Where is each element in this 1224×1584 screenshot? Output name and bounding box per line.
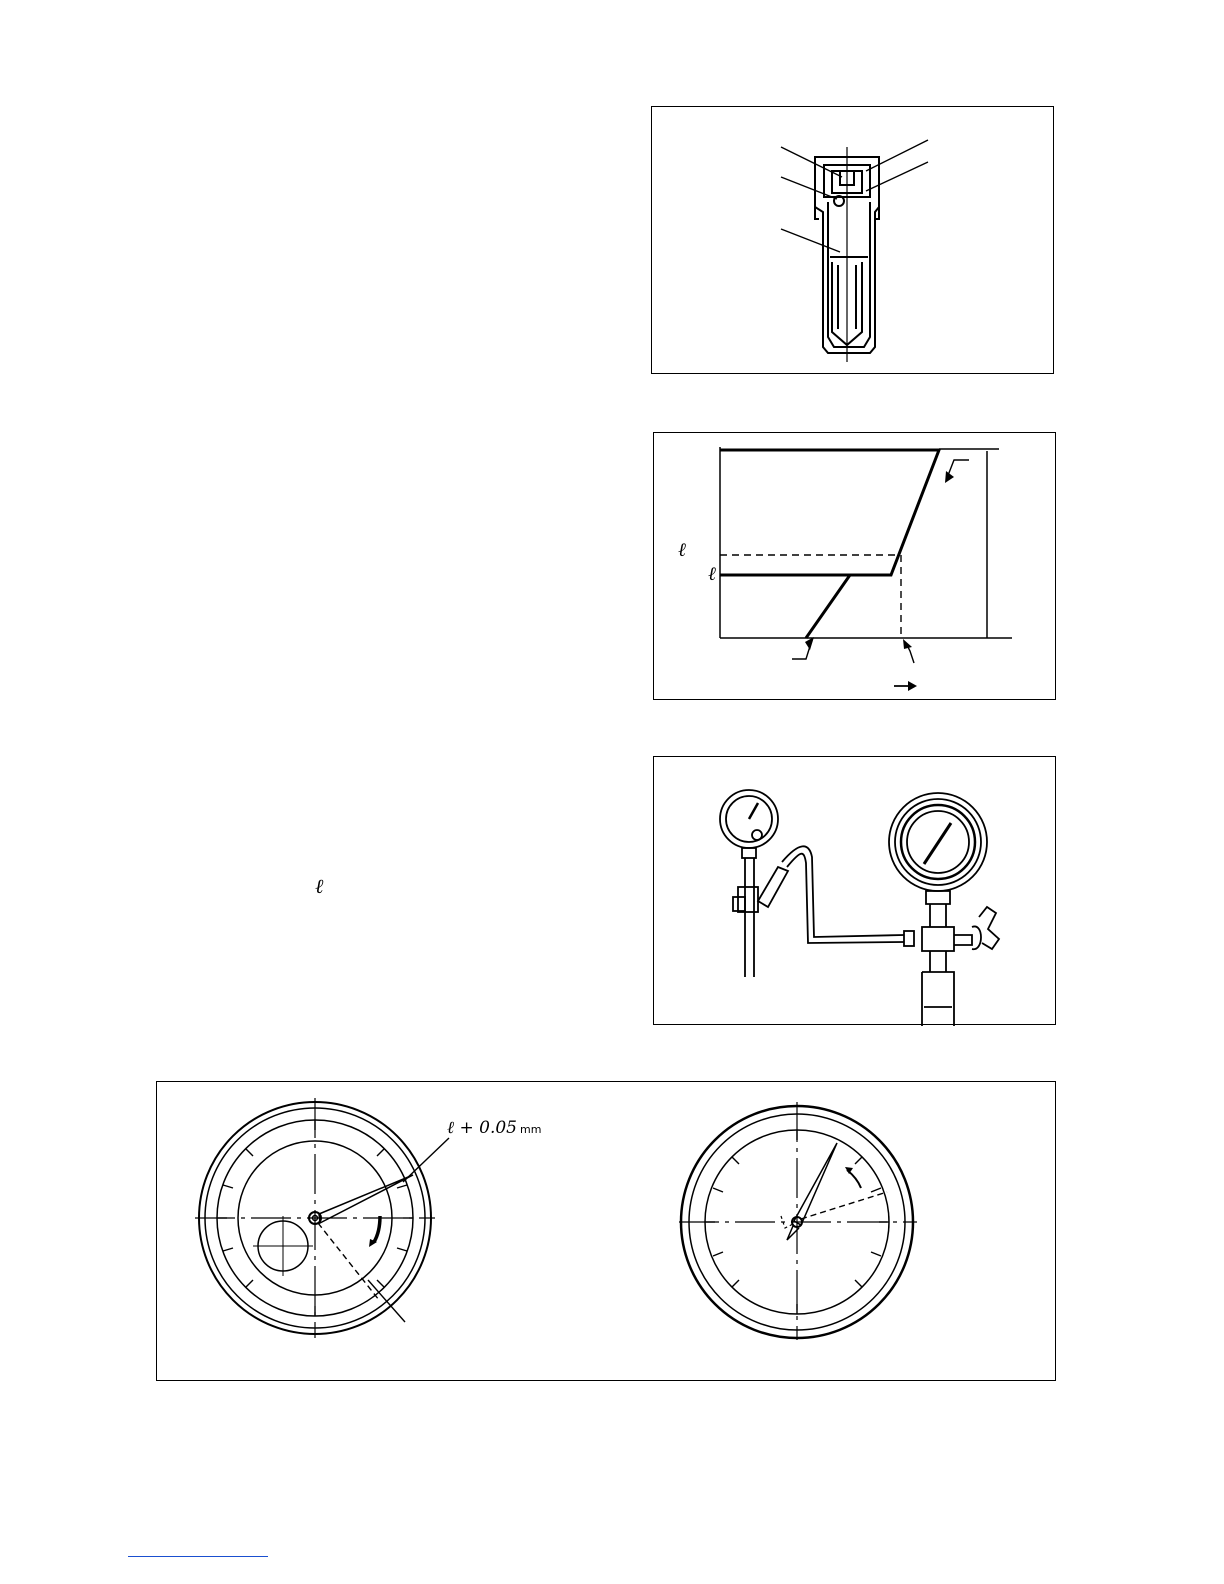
valve-lift-graph-figure	[653, 432, 1056, 700]
valve-lift-graph	[654, 433, 1057, 701]
injection-tester-figure	[653, 756, 1056, 1025]
delivery-valve-drawing	[652, 107, 1055, 375]
dial-reading-figure	[156, 1081, 1056, 1381]
lift-label-upper: ℓ	[678, 539, 686, 561]
lift-label-lower: ℓ	[708, 563, 716, 585]
dial-readings-drawing	[157, 1082, 1057, 1382]
lift-symbol: ℓ	[315, 874, 324, 898]
lift-value-label: ℓ + 0.05	[447, 1118, 517, 1138]
tester-drawing	[654, 757, 1057, 1026]
delivery-valve-section-figure	[651, 106, 1054, 374]
lift-unit-label: mm	[520, 1123, 542, 1136]
footer-rule	[128, 1556, 268, 1557]
